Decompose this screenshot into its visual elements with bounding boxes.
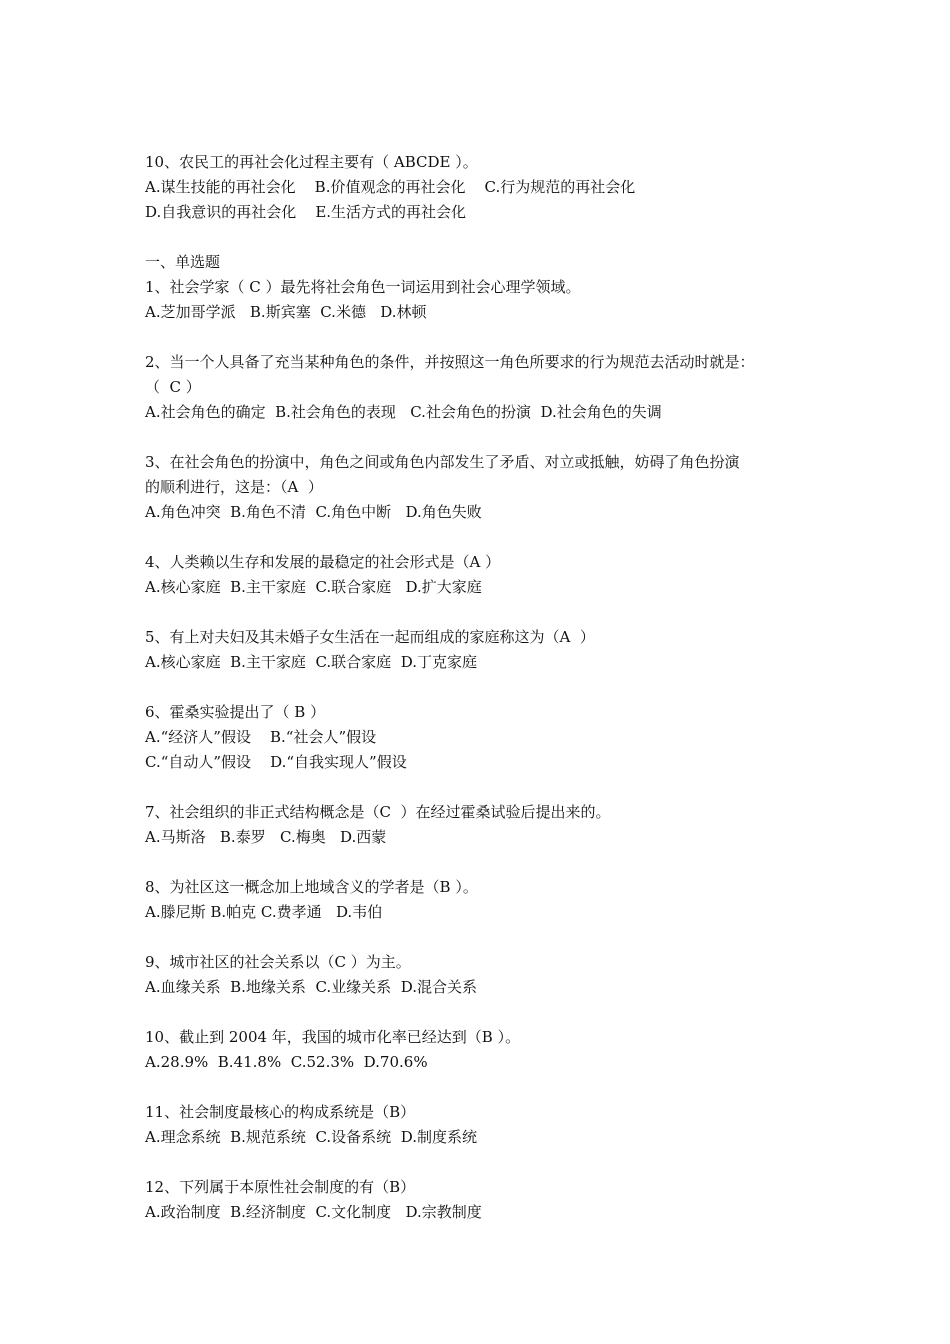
answer-options: A.马斯洛 B.泰罗 C.梅奥 D.西蒙 — [145, 828, 387, 846]
answer-options: A.28.9% B.41.8% C.52.3% D.70.6% — [145, 1053, 428, 1071]
question-text: 4、人类赖以生存和发展的最稳定的社会形式是（A ） — [145, 553, 501, 571]
question-text-continued: （ C ） — [145, 378, 201, 396]
spacer — [145, 925, 835, 950]
spacer — [145, 225, 835, 250]
document-page — [145, 150, 835, 1225]
question-list — [145, 275, 835, 1225]
question-text: 10、截止到 2004 年，我国的城市化率已经达到（B ）。 — [145, 1028, 521, 1046]
answer-options: A.角色冲突 B.角色不清 C.角色中断 D.角色失败 — [145, 503, 482, 521]
spacer — [145, 1075, 835, 1100]
answer-options: A.“经济人”假设 B.“社会人”假设 — [145, 728, 377, 746]
spacer — [145, 525, 835, 550]
answer-options: A.芝加哥学派 B.斯宾塞 C.米德 D.林顿 — [145, 303, 427, 321]
answer-options: A.核心家庭 B.主干家庭 C.联合家庭 D.丁克家庭 — [145, 653, 477, 671]
question-text: 3、在社会角色的扮演中，角色之间或角色内部发生了矛盾、对立或抵触，妨碍了角色扮演 — [145, 453, 740, 471]
question-text: 9、城市社区的社会关系以（C ）为主。 — [145, 953, 411, 971]
spacer — [145, 675, 835, 700]
spacer — [145, 600, 835, 625]
intro-question: 10、农民工的再社会化过程主要有（ ABCDE ）。 — [145, 153, 478, 171]
question-text: 6、霍桑实验提出了（ B ） — [145, 703, 326, 721]
answer-options: C.“自动人”假设 D.“自我实现人”假设 — [145, 753, 407, 771]
section-title: 一、单选题 — [145, 253, 221, 271]
spacer — [145, 1150, 835, 1175]
question-text: 12、下列属于本原性社会制度的有（B） — [145, 1178, 416, 1196]
question-text: 2、当一个人具备了充当某种角色的条件，并按照这一角色所要求的行为规范去活动时就是： — [145, 353, 755, 371]
intro-options-line-1: A.谋生技能的再社会化 B.价值观念的再社会化 C.行为规范的再社会化 — [145, 178, 636, 196]
question-text: 7、社会组织的非正式结构概念是（C ）在经过霍桑试验后提出来的。 — [145, 803, 611, 821]
spacer — [145, 425, 835, 450]
answer-options: A.社会角色的确定 B.社会角色的表现 C.社会角色的扮演 D.社会角色的失调 — [145, 403, 662, 421]
spacer — [145, 325, 835, 350]
question-text: 11、社会制度最核心的构成系统是（B） — [145, 1103, 416, 1121]
spacer — [145, 1000, 835, 1025]
answer-options: A.血缘关系 B.地缘关系 C.业缘关系 D.混合关系 — [145, 978, 477, 996]
question-text: 8、为社区这一概念加上地域含义的学者是（B ）。 — [145, 878, 478, 896]
question-text: 5、有上对夫妇及其未婚子女生活在一起而组成的家庭称这为（A ） — [145, 628, 595, 646]
intro-options-line-2: D.自我意识的再社会化 E.生活方式的再社会化 — [145, 203, 467, 221]
answer-options: A.政治制度 B.经济制度 C.文化制度 D.宗教制度 — [145, 1203, 482, 1221]
answer-options: A.理念系统 B.规范系统 C.设备系统 D.制度系统 — [145, 1128, 477, 1146]
question-text: 1、社会学家（ C ）最先将社会角色一词运用到社会心理学领域。 — [145, 278, 581, 296]
question-text-continued: 的顺利进行，这是：（A ） — [145, 478, 323, 496]
answer-options: A.滕尼斯 B.帕克 C.费孝通 D.韦伯 — [145, 903, 383, 921]
spacer — [145, 775, 835, 800]
answer-options: A.核心家庭 B.主干家庭 C.联合家庭 D.扩大家庭 — [145, 578, 482, 596]
spacer — [145, 850, 835, 875]
